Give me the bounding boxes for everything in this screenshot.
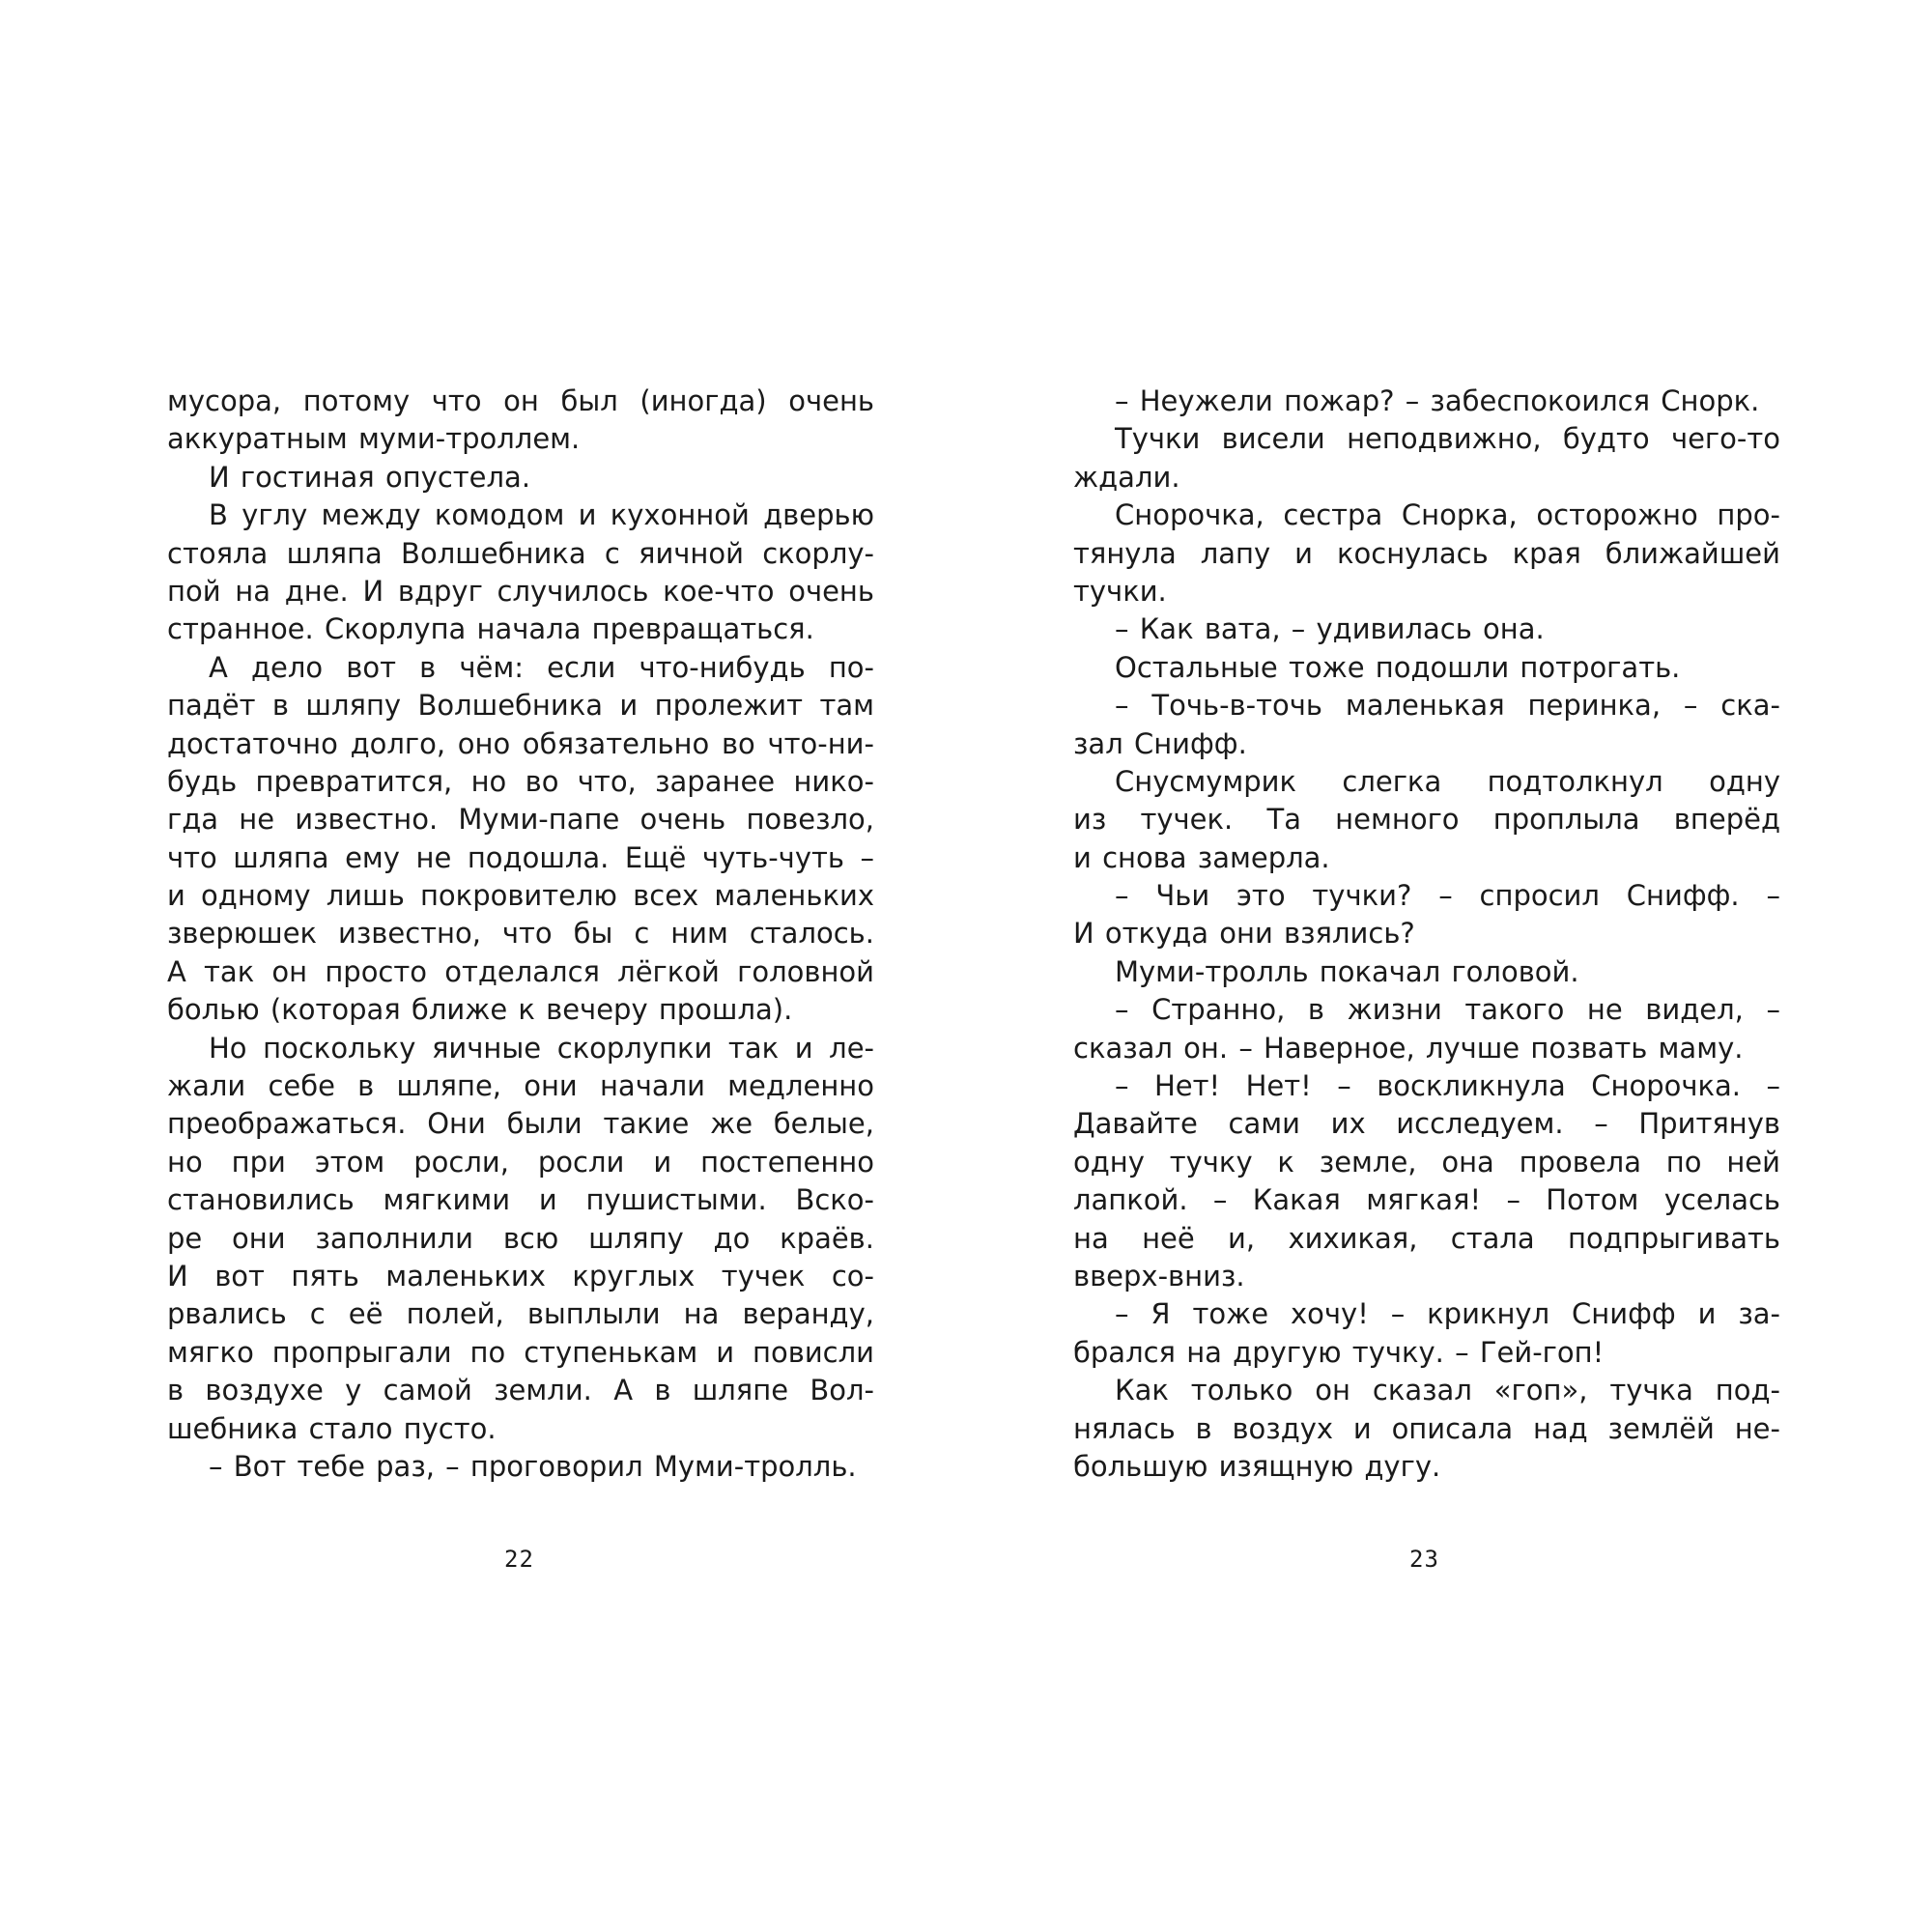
- text-line: жали себе в шляпе, они начали медленно: [167, 1069, 874, 1103]
- text-line: В углу между комодом и кухонной дверью: [209, 498, 874, 532]
- text-line: А так он просто отделался лёгкой головной: [167, 954, 874, 988]
- text-line: мусора, потому что он был (иногда) очень: [167, 384, 874, 417]
- text-line: большую изящную дугу.: [1073, 1449, 1441, 1483]
- text-line: – Точь-в-точь маленькая перинка, – ска-: [1115, 689, 1780, 723]
- text-line: и снова замерла.: [1073, 840, 1330, 874]
- text-line: И откуда они взялись?: [1073, 917, 1415, 951]
- text-line: но при этом росли, росли и постепенно: [167, 1145, 874, 1179]
- text-line: И вот пять маленьких круглых тучек со-: [167, 1259, 874, 1293]
- right-page-text: [1073, 383, 1780, 1486]
- text-line: болью (которая ближе к вечеру прошла).: [167, 993, 793, 1027]
- text-line: сказал он. – Наверное, лучше позвать маму.: [1073, 1031, 1744, 1065]
- text-line: Как только он сказал «гоп», тучка под-: [1115, 1374, 1780, 1407]
- text-line: лапкой. – Какая мягкая! – Потом уселась: [1073, 1183, 1780, 1217]
- text-line: на неё и, хихикая, стала подпрыгивать: [1073, 1221, 1780, 1255]
- text-line: одну тучку к земле, она провела по ней: [1073, 1145, 1780, 1179]
- text-line: ре они заполнили всю шляпу до краёв.: [167, 1221, 874, 1255]
- text-line: аккуратным муми-троллем.: [167, 422, 581, 456]
- text-line: что шляпа ему не подошла. Ещё чуть-чуть –: [167, 840, 874, 874]
- text-line: в воздухе у самой земли. А в шляпе Вол-: [167, 1374, 874, 1407]
- text-line: из тучек. Та немного проплыла вперёд: [1073, 803, 1780, 837]
- text-line: будь превратится, но во что, заранее нико-: [167, 764, 874, 798]
- text-line: – Странно, в жизни такого не видел, –: [1115, 993, 1780, 1027]
- text-line: тучки.: [1073, 574, 1167, 608]
- text-line: Остальные тоже подошли потрогать.: [1115, 650, 1681, 684]
- text-line: брался на другую тучку. – Гей-гоп!: [1073, 1335, 1605, 1369]
- text-line: стояла шляпа Волшебника с яичной скорлу-: [167, 536, 874, 570]
- text-line: зверюшек известно, что бы с ним сталось.: [167, 917, 874, 951]
- text-line: и одному лишь покровителю всех маленьких: [167, 879, 874, 913]
- text-line: достаточно долго, оно обязательно во что-ни-: [167, 726, 874, 760]
- text-line: тянула лапу и коснулась края ближайшей: [1073, 536, 1780, 570]
- text-line: – Нет! Нет! – воскликнула Снорочка. –: [1115, 1069, 1780, 1103]
- text-line: И гостиная опустела.: [209, 460, 531, 494]
- text-line: Тучки висели неподвижно, будто чего-то: [1115, 422, 1780, 456]
- right-page: [966, 0, 1932, 1932]
- text-line: гда не известно. Муми-папе очень повезло,: [167, 803, 874, 837]
- text-line: А дело вот в чём: если что-нибудь по-: [209, 650, 874, 684]
- text-line: – Неужели пожар? – забеспокоился Снорк.: [1115, 384, 1760, 417]
- text-line: – Вот тебе раз, – проговорил Муми-тролль.: [209, 1449, 857, 1483]
- text-line: мягко пропрыгали по ступенькам и повисли: [167, 1335, 874, 1369]
- text-line: Муми-тролль покачал головой.: [1115, 954, 1579, 988]
- text-line: пой на дне. И вдруг случилось кое-что очень: [167, 574, 874, 608]
- text-line: ждали.: [1073, 460, 1180, 494]
- text-line: – Как вата, – удивилась она.: [1115, 612, 1545, 646]
- text-line: нялась в воздух и описала над землёй не-: [1073, 1411, 1780, 1445]
- text-line: Давайте сами их исследуем. – Притянув: [1073, 1107, 1780, 1141]
- text-line: – Чьи это тучки? – спросил Снифф. –: [1115, 879, 1780, 913]
- text-line: рвались с её полей, выплыли на веранду,: [167, 1297, 874, 1331]
- text-line: зал Снифф.: [1073, 726, 1247, 760]
- text-line: падёт в шляпу Волшебника и пролежит там: [167, 689, 874, 723]
- text-line: – Я тоже хочу! – крикнул Снифф и за-: [1115, 1297, 1780, 1331]
- text-line: Снусмумрик слегка подтолкнул одну: [1115, 764, 1780, 798]
- page-number-right: 23: [1409, 1546, 1439, 1573]
- text-line: становились мягкими и пушистыми. Вско-: [167, 1183, 874, 1217]
- text-line: Но поскольку яичные скорлупки так и ле-: [209, 1031, 874, 1065]
- text-line: шебника стало пусто.: [167, 1411, 497, 1445]
- page-number-left: 22: [504, 1546, 534, 1573]
- text-line: преображаться. Они были такие же белые,: [167, 1107, 874, 1141]
- text-line: Снорочка, сестра Снорка, осторожно про-: [1115, 498, 1780, 532]
- text-line: странное. Скорлупа начала превращаться.: [167, 612, 814, 646]
- text-line: вверх-вниз.: [1073, 1259, 1245, 1293]
- left-page-text: [167, 383, 874, 1486]
